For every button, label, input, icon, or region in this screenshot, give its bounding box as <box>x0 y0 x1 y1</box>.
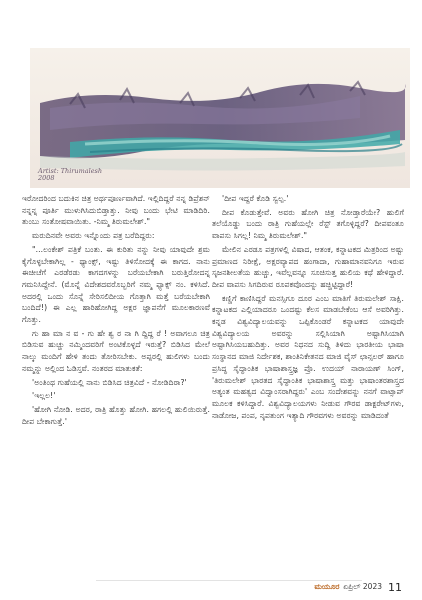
dialogue-line: 'ಹೋಗಿ ನೋಡಿ. ಅದರ, ರಾತ್ರಿ ಹೊತ್ತು ಹೋಗಿ. ಹಗಲಲ್ಲಿ ಹುಲಿಯಿರುತ್ತೆ. ದೀಪ ಬೇಕಾಗುತ್ತೆ.' <box>22 404 210 426</box>
letter-paragraph: ಗು ಹಾ ಮಾ ನ ವ - ಗು ಹೇ ಶ್ವ ರ ನಾ ಗಿ ದ್ದಿದ್ದ ರೆ ! ಅವಾಗಲೂ ಚಿತ್ರ ಬಿಡಿಸುವ ಹುಚ್ಚು ನಮ್ಮಿಂದವರಿಗೆ ಅಂಟಿಕೊಳ್ಳದೆ ಇರುತ್ತೆ? ಬಿಡಿಸಿದ ಮೇಲೆ ನಾಲ್ಕು ಮಂದಿಗೆ ಹೇಳಿ ತಂದು ತೋರಿಸಬೇಕು. ಅಪ್ಪರಲ್ಲಿ ಹುಲಿಗಳು ಬಂದು ನಮ್ಮನ್ನು ಅಲ್ಲಿಂದ ಓಡಿಸ್ತವೆ. ನಂತರದ ಮಾತುಕತೆ: <box>22 328 210 373</box>
magazine-logo: ಮಯೂರ <box>314 582 340 591</box>
issue-date: ಏಪ್ರಿಲ್ 2023 <box>343 582 382 591</box>
footer-divider <box>96 580 362 581</box>
right-paragraph: ದೀಪ ಕೊಡುತ್ತೇವೆ. ಅವರು ಹೋಗಿ ಚಿತ್ರ ನೋಡ್ತಾರೆಯೇ? ಹುಲಿಗೆ ತಲೆಯೊಡ್ಡು ಬಂದು ರಾತ್ರಿ ಗುಹೆಯಲ್ಲೇ ರೆಸ್ಟ್ ತಗೊಳ್ಳಿದ್ದರೆ? ದೀಪವಂತೂ ವಾಪಸು ಸಿಗಲ್ಲ! ನಿಮ್ಮ ತಿರುಮಲೇಶ್." <box>212 207 404 241</box>
page-number: 11 <box>388 580 402 594</box>
left-text-column <box>22 193 210 429</box>
right-paragraph: ಮೇಲಿನ ಎರಡೂ ಪತ್ರಗಳಲ್ಲಿ ವಿಷಾದ, ಆತಂಕ, ಕನ್ನಾಟಕದ ಮಿತ್ರರಿಂದ ಅಷ್ಟು ಪ್ರಮಾಣದ ನಿರೀಕ್ಷೆ, ಅಕ್ಷರವ್ಯಾಪದ ಹಂಗಾದಾ, ಗುಹಾಮಾನವನಿಗೂ ಇರುವ ಸೃಜನಶೀಲತೆಯ ಹುಚ್ಚು, ಇವೆಲ್ಲವನ್ನೂ ಸೂಚಿಸುತ್ತ ಹುಲಿಯ ಕಥೆ ಹೇಳಿದ್ದಾರೆ. ದೀಪ ವಾಪಸು ಸಿಗದಿರುವ ರೂಪಕವೊಂದನ್ನು ಹಚ್ಚಿಟ್ಟಿದ್ದಾರೆ! <box>212 244 404 289</box>
dialogue-line: 'ಅಂತಿಂಥ ಗುಹೆಯಲ್ಲಿ ನಾನು ಬಿಡಿಸಿದ ಚಿತ್ರವಿದೆ - ನೋಡಿದಿರಾ?' <box>32 377 187 387</box>
dialogue-line: 'ದೀಪ ಇದ್ದರೆ ಕೊಡಿ ಸ್ವಲ್ಪ.' <box>222 194 289 203</box>
dialogue-line: 'ಇಲ್ಲಲ!' <box>32 391 56 401</box>
artist-signature <box>38 168 102 182</box>
artwork-painting <box>30 48 410 188</box>
left-paragraph: ಇರೋದರಿಂದ ಬದುಕಿನ ಚಿತ್ರ ಅರ್ಥಪೂರ್ಣವಾಗಿದೆ. ಇಲ್ಲಿದಿದ್ದರೆ ನನ್ನ ಡಿಪ್ರೆಶನ್ ನನ್ನನ್ನ ಪೂರ್ತಿ ಮುಳುಗಿಸಿದುಬಿಡ್ತಾತ್ತು. ನೀವು ಬಂದು ಭೇಟಿ ಮಾಡಿದಿರಿ. ತುಂಬು ಸಂತೋಷವಾಯಿತು. -ನಿಮ್ಮ ತಿರುಮಲೇಶ್." <box>22 194 211 227</box>
letter-paragraph: "...ಲಂಕೇಶ್ ಪತ್ರಿಕೆ ಬಂತು. ಈ ಕುರಿತು ನನ್ನು ನೀವು ಯಾವುದೇ ಶ್ರಮ ಕೈಗೊಳ್ಳಬೇಕಾಗಿಲ್ಲ - ಥ್ಯಾಂಕ್ಸ್, ಇಷ್ಟು ತಿಳಿಸೋದಕ್ಕೆ ಈ ಕಾಗದ. ನಾನು ಈಚೀಚೆಗೆ ಎರಡೆರಡು ಕಾಗದಗಳನ್ನು ಬರೆಯಬೇಕಾಗಿ ಬರುತ್ತಿರೋದನ್ನ ಗಮನಿಸಿದ್ದೇನೆ. (ಮೊನ್ನೆ ವಿದೇಶದವರೊಬ್ಬರಿಗೆ ನಮ್ಮ ಫ್ಯಾಕ್ಸ್ ನಂ. ಕಳಿಸಿದೆ. ಅದರಲ್ಲಿ ಒಂದು ಸೊನ್ನೆ ಸೇರಿಸಲಿದೀಯ ಗೊತ್ತಾಗಿ ಮತ್ತೆ ಬರೆಯಬೇಕಾಗಿ ಬಂದಿದೆ!) ಈ ಎಲ್ಲ ಹಾರಿಹೋಗಿದ್ದ ಅಕ್ಷರ ಜ್ಞಾಪನೆಗೆ ಮೂಲಕಾರಣವೆ ಗೊತ್ತು. <box>22 244 210 325</box>
signature-year: 2008 <box>38 174 55 182</box>
right-text-column <box>212 193 404 423</box>
page-footer <box>314 578 402 596</box>
right-paragraph: ಕಣ್ಣಿಗೆ ಕಾಣಿಸಿದ್ದರೆ ಮನಸ್ಸಿಗೂ ದೂರ ಎಂಬ ಮಾತಿಗೆ ತಿರುಮಲೇಶ್ ಸಾಕ್ಷಿ. ಕನ್ನಾಟಕದ ಎಲ್ಲಿಯಾದರೂ ಒಂದಷ್ಟು ಕೆಲಸ ಮಾಡಬೇಕೆಂಬ ಆಸೆ ಅವರಿಗಿತ್ತು. ಕನ್ನಡ ವಿಶ್ವವಿದ್ಯಾಲಯವನ್ನು ಒಪ್ಪಿಕೊಂಡರೆ ಕನ್ನಾಟಕದ ಯಾವುದೇ ವಿಶ್ವವಿದ್ಯಾಲಯ ಅವರನ್ನು ಸಲ್ಲಿಸಿಯಾಗಿ ಅಷ್ಟಾಗಿಸಿಯಾಗಿ ಅಷ್ಟಾಗಿಸಿಯಬಹುದಿತ್ತು. ಅವರ ನಿಧನದ ಸುದ್ದಿ ತಿಳಿದು ಭಾರತೀಯ ಭಾಷಾ ಸಂಸ್ಥಾನದ ಮಾಜಿ ನಿರ್ದೇಶಕ, ಶಾಂತಿನಿಕೇತನದ ಮಾಜಿ ವೈಸ್ ಛಾನ್ಸಲರ್ ಹಾಗೂ ಪ್ರಸಿದ್ಧ ಸೈದ್ಧಾಂತಿಕ ಭಾಷಾಶಾಸ್ತ್ರಜ್ಞ ಪ್ರೊ. ಉದಯ್ ನಾರಾಯಣ್ ಸಿಂಗ್, 'ತಿರುಮಲೇಶ್ ಭಾರತದ ಸೈದ್ಧಾಂತಿಕ ಭಾಷಾಶಾಸ್ತ್ರ ಮತ್ತು ಭಾಷಾಂತರಶಾಸ್ತ್ರದ ಅತ್ಯಂತ ಮಹತ್ವದ ವಿದ್ವಾಂಸರಾಗಿದ್ದರು' ಎಂಬ ಸಂದೇಶವನ್ನು ನನಗೆ ವಾಟ್ಸಾಪ್ ಮೂಲಕ ಕಳಿಸಿದ್ದಾರೆ. ವಿಶ್ವವಿದ್ಯಾಲಯಗಳು ನೀಡುವ ಗೌರವ ಡಾಕ್ಟರೇಟ್‌ಗಳು, ನಾಡೋಜ, ಪಂಪ, ನೃಪತುಂಗ ಇತ್ಯಾದಿ ಗೌರವಗಳು ಅವರನ್ನು ಮಾಡಿದಂತೆ <box>212 293 404 420</box>
signature-name: Artist: Thirumalesh <box>38 167 103 175</box>
left-paragraph: ಮರುದಿನವೇ ಅವರು ಇನ್ನೊಂದು ಪತ್ರ ಬರೆದಿದ್ದರು: <box>32 231 155 241</box>
